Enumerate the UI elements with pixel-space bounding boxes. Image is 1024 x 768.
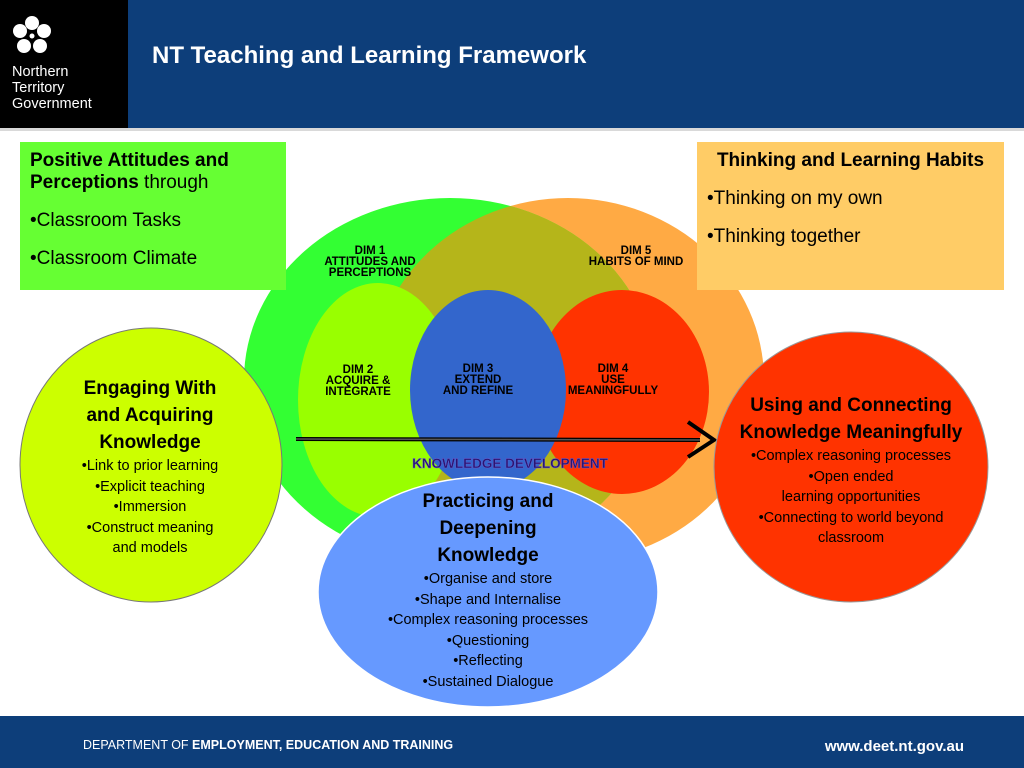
using-title-line: Knowledge Meaningfully [739, 422, 963, 443]
dim5-sub1: HABITS OF MIND [588, 256, 684, 268]
list-item: •Sustained Dialogue [422, 673, 554, 690]
page-title: NT Teaching and Learning Framework [152, 42, 587, 69]
list-item: •Link to prior learning [81, 458, 219, 474]
list-item: and models [112, 540, 188, 556]
engaging-title-line: and Acquiring [86, 405, 214, 426]
list-item: •Classroom Tasks [30, 210, 181, 231]
using-text [711, 392, 991, 549]
logo-text-line-3: Government [12, 96, 92, 112]
list-item: •Thinking on my own [707, 188, 883, 209]
dim3-sub1: EXTEND [454, 374, 502, 386]
dim4-sub2: MEANINGFULLY [567, 385, 659, 397]
engaging-text [30, 375, 270, 559]
engaging-title-line: Engaging With [83, 378, 217, 399]
knowledge-development-label: KNOWLEDGE DEVELOPMENT [412, 456, 608, 471]
list-item: classroom [817, 530, 885, 546]
department-name [83, 738, 453, 752]
positive-attitudes-through: through [138, 172, 209, 193]
dim5-label: DIM 5 [620, 245, 652, 257]
dim2-sub2: INTEGRATE [325, 386, 391, 398]
positive-attitudes-heading [30, 150, 276, 194]
list-item: •Explicit teaching [95, 478, 205, 495]
engaging-title-line: Knowledge [99, 432, 201, 453]
list-item: •Immersion [113, 499, 187, 515]
list-item: •Shape and Internalise [414, 591, 562, 608]
using-title-line: Using and Connecting [750, 395, 952, 416]
logo-text-line-1: Northern [12, 64, 69, 80]
dim1-sub1: ATTITUDES AND [324, 256, 416, 268]
list-item: •Thinking together [707, 226, 861, 247]
list-item: •Connecting to world beyond [758, 509, 944, 526]
footer-bar [0, 716, 1024, 768]
list-item: learning opportunities [781, 489, 921, 505]
department-bold: EMPLOYMENT, EDUCATION AND TRAINING [192, 738, 454, 752]
dim2-sub1: ACQUIRE & [325, 375, 391, 387]
practicing-title-line: Practicing and [422, 491, 554, 512]
logo-text-line-2: Territory [12, 80, 65, 96]
positive-attitudes-title: Positive Attitudes and Perceptions [30, 150, 229, 193]
list-item: •Questioning [446, 632, 530, 649]
list-item: •Complex reasoning processes [750, 448, 952, 464]
dim1-sub2: PERCEPTIONS [328, 267, 412, 279]
practicing-title-line: Knowledge [437, 545, 539, 566]
website-link[interactable]: www.deet.nt.gov.au [824, 738, 964, 755]
list-item: •Construct meaning [86, 519, 214, 536]
positive-attitudes-box [20, 142, 286, 290]
thinking-habits-title: Thinking and Learning Habits [716, 150, 985, 171]
list-item: •Classroom Climate [30, 248, 198, 269]
dim4-label: DIM 4 [597, 363, 629, 375]
list-item: •Complex reasoning processes [387, 612, 589, 628]
dim1-label: DIM 1 [354, 245, 386, 257]
list-item: •Open ended [808, 468, 894, 485]
list-item: •Reflecting [453, 653, 523, 669]
practicing-title-line: Deepening [439, 518, 537, 539]
list-item: •Organise and store [423, 571, 553, 587]
dim3-sub2: AND REFINE [442, 385, 514, 397]
department-prefix: DEPARTMENT OF [83, 738, 193, 752]
thinking-habits-box [697, 142, 1004, 290]
practicing-text [338, 488, 638, 692]
dim4-sub1: USE [601, 374, 625, 386]
dim3-label: DIM 3 [462, 363, 494, 375]
dim2-label: DIM 2 [342, 364, 374, 376]
